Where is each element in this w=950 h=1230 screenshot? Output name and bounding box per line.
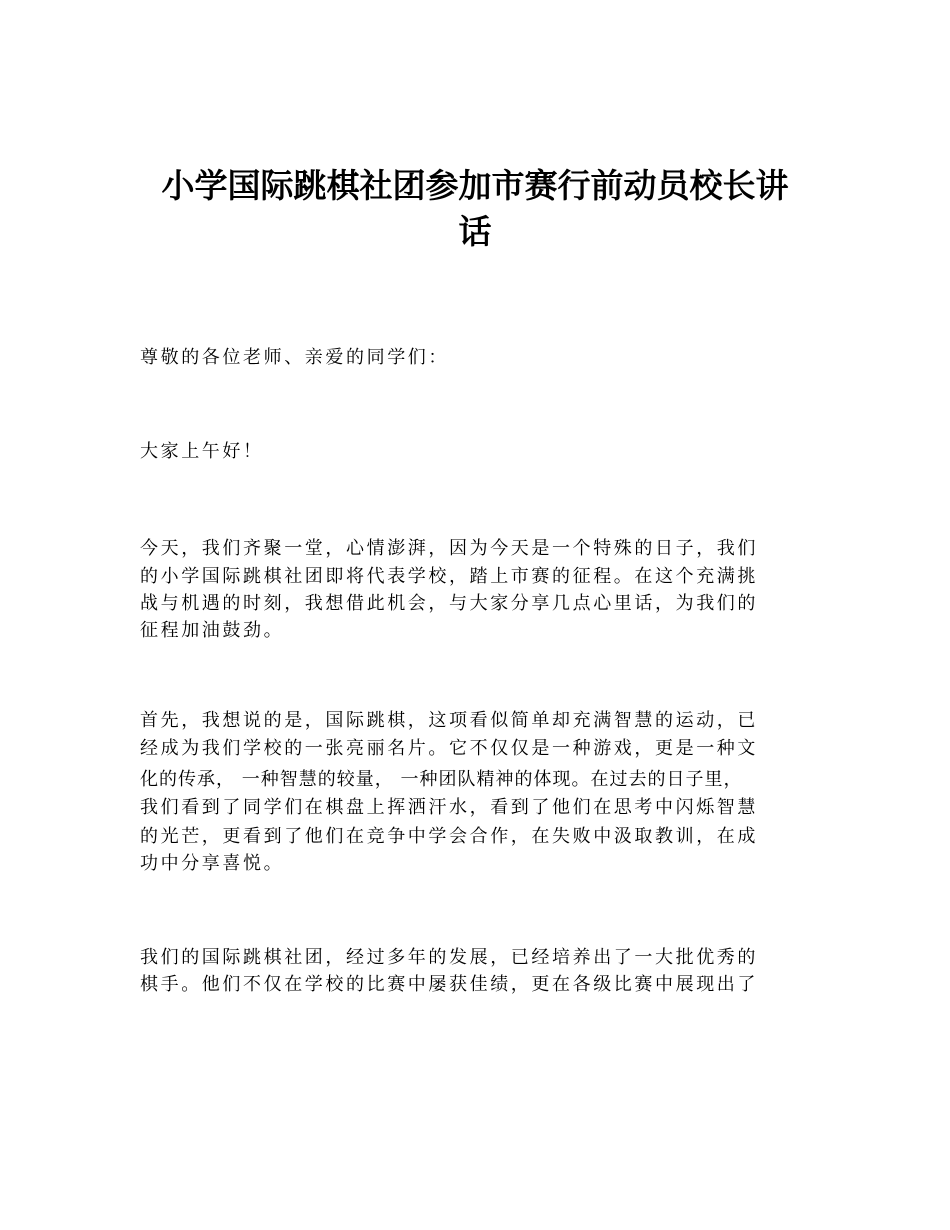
paragraph-line: 战与机遇的时刻，我想借此机会，与大家分享几点心里话，为我们的 [140, 593, 758, 614]
paragraph-line: 功中分享喜悦。 [140, 853, 285, 874]
salutation: 尊敬的各位老师、亲爱的同学们： [140, 347, 449, 368]
paragraph-line: 首先，我想说的是，国际跳棋，这项看似简单却充满智慧的运动，已 [140, 710, 758, 731]
paragraph-line: 经成为我们学校的一张亮丽名片。它不仅仅是一种游戏，更是一种文 [140, 738, 758, 759]
paragraph-line: 征程加油鼓劲。 [140, 620, 285, 641]
paragraph-line: 的光芒，更看到了他们在竞争中学会合作，在失败中汲取教训，在成 [140, 826, 758, 847]
paragraph-line: 棋手。他们不仅在学校的比赛中屡获佳绩，更在各级比赛中展现出了 [140, 974, 758, 995]
paragraph-line: 的小学国际跳棋社团即将代表学校，踏上市赛的征程。在这个充满挑 [140, 566, 758, 587]
paragraph-line: 今天，我们齐聚一堂，心情澎湃，因为今天是一个特殊的日子，我们 [140, 538, 758, 559]
document-title [100, 163, 850, 255]
paragraph-line: 化的传承， 一种智慧的较量， 一种团队精神的体现。在过去的日子里， [140, 769, 743, 790]
title-line-1: 小学国际跳棋社团参加市赛行前动员校长讲 [161, 166, 789, 205]
paragraph-line: 我们看到了同学们在棋盘上挥洒汗水，看到了他们在思考中闪烁智慧 [140, 797, 758, 818]
title-line-2: 话 [458, 212, 492, 251]
greeting: 大家上午好！ [140, 441, 264, 462]
paragraph-line: 我们的国际跳棋社团，经过多年的发展，已经培养出了一大批优秀的 [140, 947, 758, 968]
